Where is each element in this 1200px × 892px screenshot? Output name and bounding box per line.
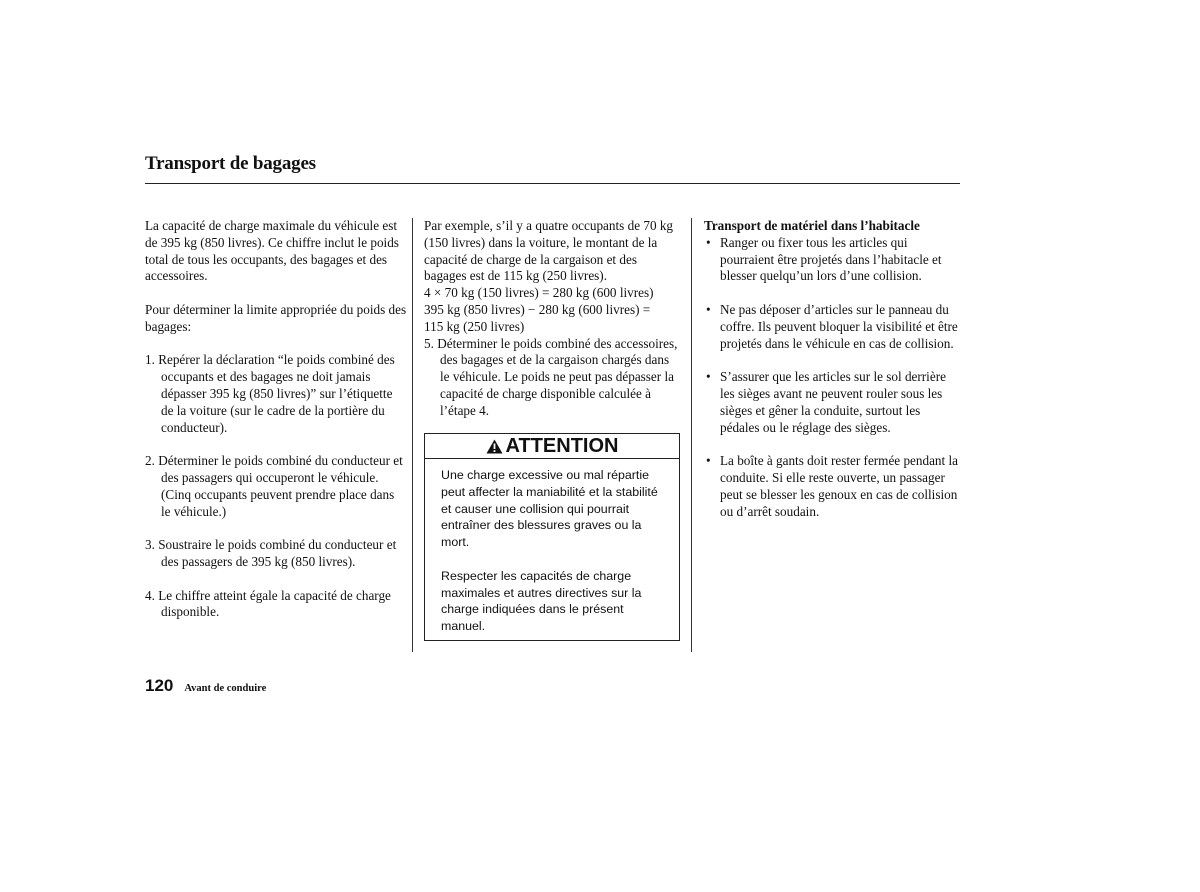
bullet-text: Ne pas déposer d’articles sur le panneau du coffre. Ils peuvent bloquer la visibilité et être projetés dans le véhicule en cas de collision. [720, 301, 958, 351]
column-divider [691, 218, 692, 652]
bullet-text: S’assurer que les articles sur le sol derrière les sièges avant ne peuvent rouler sous les sièges et gêner la conduite, surtout les pédales ou le réglage des sièges. [720, 369, 946, 435]
warning-paragraph: Une charge excessive ou mal répartie peut affecter la maniabilité et la stabilité et causer une collision qui pourrait entraîner des blessures graves ou la mort. [441, 468, 658, 550]
warning-heading: ATTENTION [505, 434, 619, 457]
section-subheading: Transport de matériel dans l’habitacle [704, 218, 920, 233]
bullet-item [704, 369, 962, 436]
lead-paragraph: Pour déterminer la limite appropriée du poids des bagages: [145, 301, 407, 334]
bullet-icon: • [706, 234, 711, 250]
calc-line: 115 kg (250 livres) [424, 318, 525, 334]
bullet-text: La boîte à gants doit rester fermée pendant la conduite. Si elle reste ouverte, un passager peut se blesser les genoux en cas de collision ou d’arrêt soudain. [720, 453, 959, 519]
warning-triangle-icon [486, 439, 503, 454]
bullet-item [704, 302, 962, 352]
column-left [145, 218, 407, 638]
section-name: Avant de conduire [184, 683, 267, 694]
column-middle [424, 218, 680, 420]
calc-line: 4 × 70 kg (150 livres) = 280 kg (600 livres) [424, 285, 654, 301]
example-paragraph: Par exemple, s’il y a quatre occupants de 70 kg (150 livres) dans la voiture, le montant de la capacité de charge de la cargaison et des bagages est de 115 kg (250 livres). [424, 218, 674, 284]
bullet-item [704, 235, 962, 285]
warning-box [424, 433, 680, 641]
warning-body [425, 459, 679, 635]
warning-header [425, 434, 679, 459]
bullet-text: Ranger ou fixer tous les articles qui pourraient être projetés dans l’habitacle et blesser quelqu’un lors d’une collision. [720, 234, 942, 284]
title-rule [145, 183, 960, 184]
step-3: 3. Soustraire le poids combiné du conducteur et des passagers de 395 kg (850 livres). [145, 537, 397, 569]
bullet-icon: • [706, 301, 711, 317]
warning-paragraph: Respecter les capacités de charge maximales et autres directives sur la charge indiquées dans le présent manuel. [441, 568, 642, 634]
column-divider [412, 218, 413, 652]
bullet-icon: • [706, 369, 711, 385]
bullet-icon: • [706, 453, 711, 469]
bullet-item [704, 453, 962, 520]
page-footer [145, 676, 266, 696]
step-4: 4. Le chiffre atteint égale la capacité de charge disponible. [145, 587, 391, 620]
page-title: Transport de bagages [145, 153, 316, 174]
column-right [704, 218, 962, 537]
page-number: 120 [145, 676, 174, 695]
calc-line: 395 kg (850 livres) − 280 kg (600 livres) = [424, 301, 651, 317]
step-2: 2. Déterminer le poids combiné du conducteur et des passagers qui occuperont le véhicule. [145, 453, 403, 485]
step-2-note: (Cinq occupants peuvent prendre place dans le véhicule.) [161, 486, 395, 519]
step-5: 5. Déterminer le poids combiné des accessoires, des bagages et de la cargaison chargés dans le véhicule. Le poids ne peut pas dépasser la capacité de charge disponible calculée à l’étape 4. [424, 335, 678, 418]
step-1: 1. Repérer la déclaration “le poids combiné des occupants et des bagages ne doit jamais dépasser 395 kg (850 livres)” sur l’étiquette de la voiture (sur le cadre de la portière du conducteur). [145, 352, 395, 435]
intro-paragraph: La capacité de charge maximale du véhicule est de 395 kg (850 livres). Ce chiffre inclut le poids total de tous les occupants, des bagages et des accessoires. [145, 218, 399, 284]
